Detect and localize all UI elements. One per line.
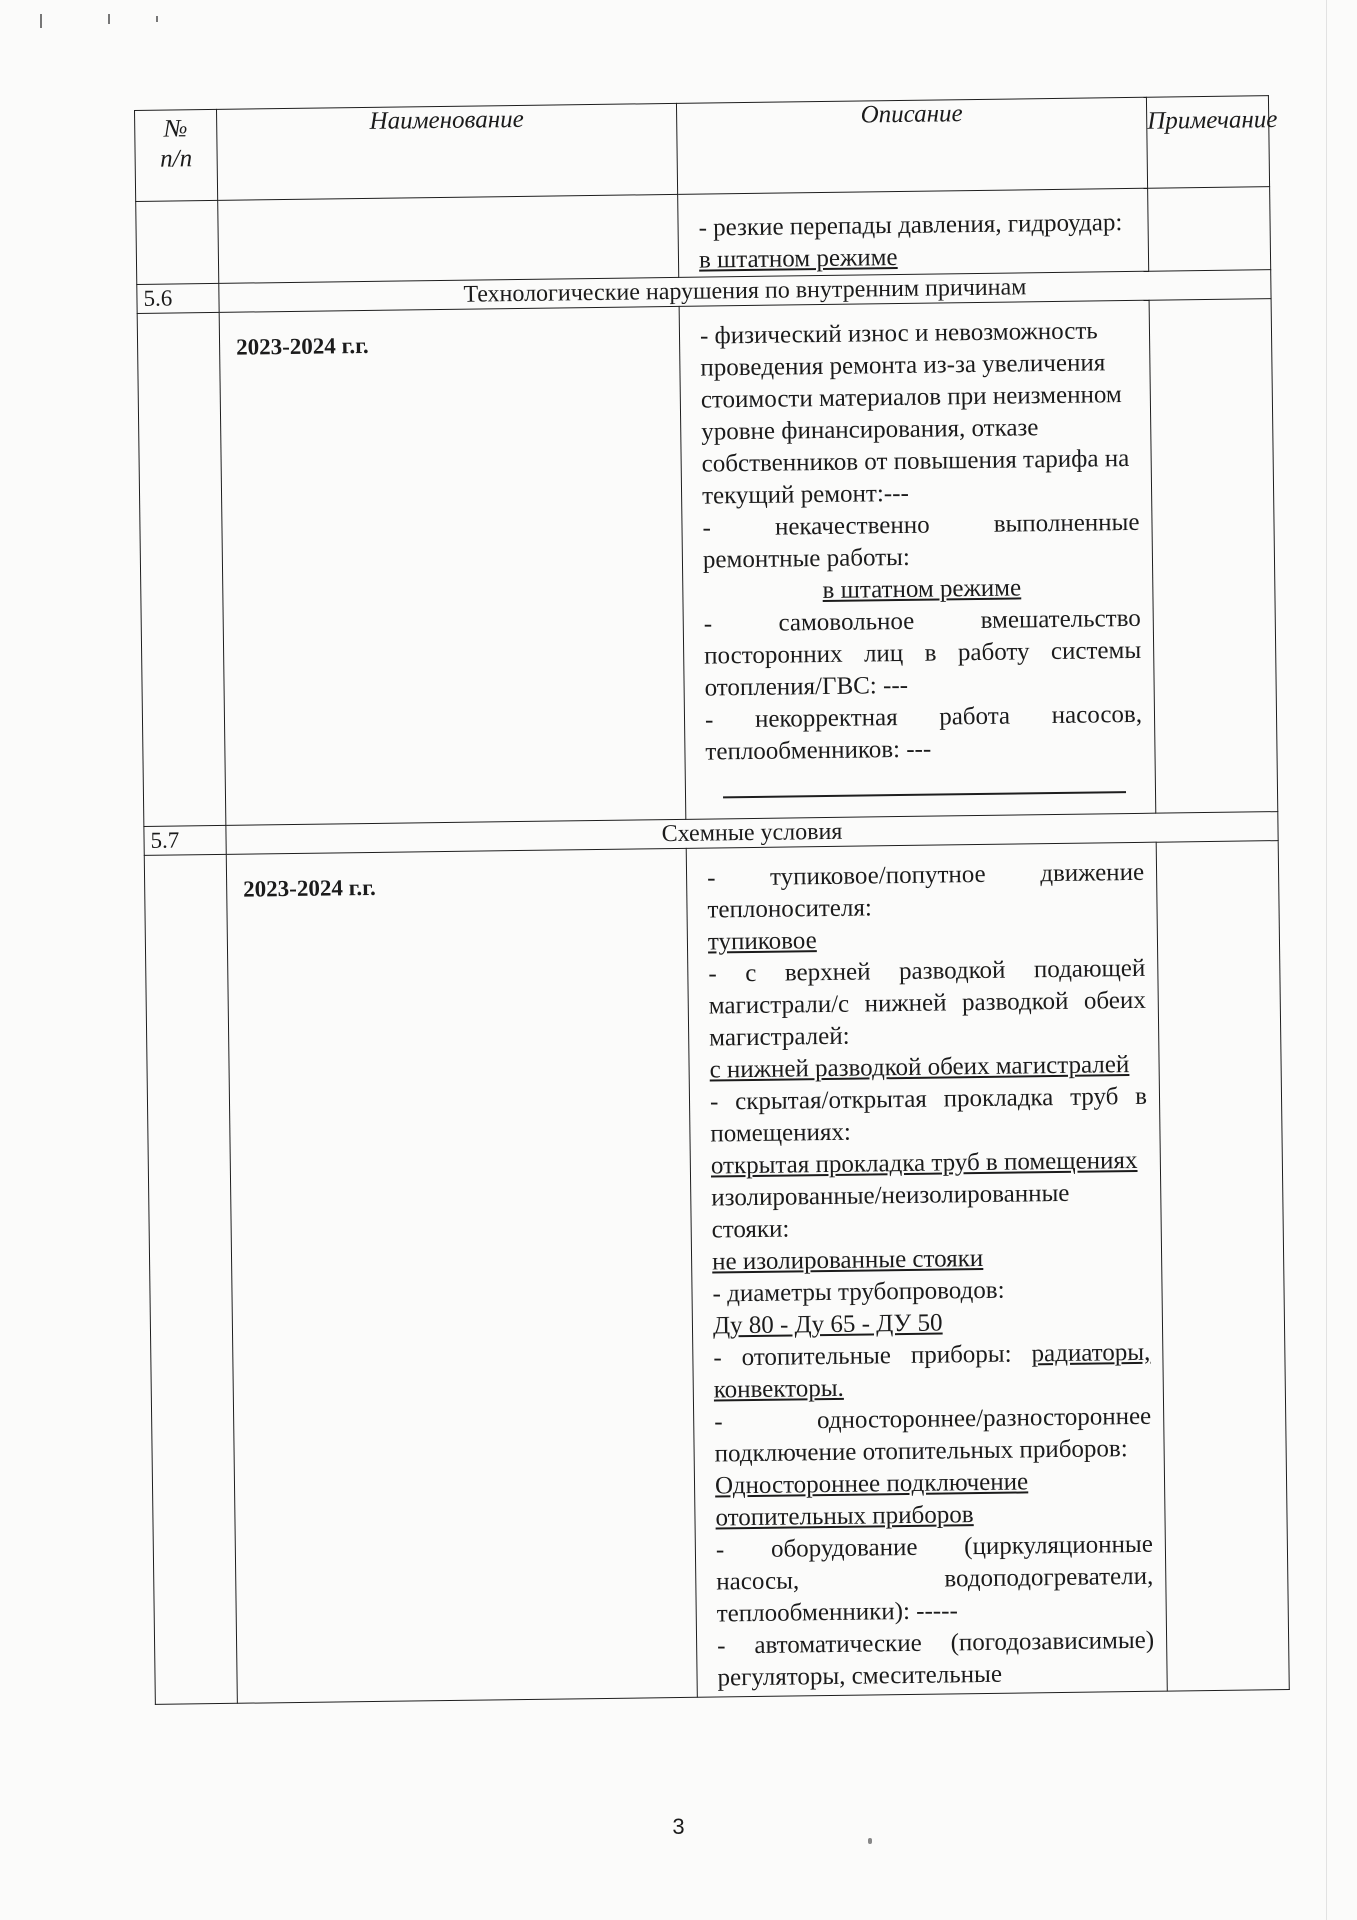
desc-line: - диаметры трубопроводов:: [712, 1276, 1005, 1308]
desc-value: в штатном режиме: [822, 574, 1022, 605]
cell-number: [144, 854, 237, 1704]
header-name: Наименование: [216, 103, 677, 200]
desc-line: - физический износ и невозможность проведения ремонта из-за увеличения стоимости материалов при неизменном уровне финансирования, отказе собственников от повышения тарифа на текущий ремонт:---: [699, 317, 1130, 510]
desc-value: Одностороннее подключение отопительных приборов: [714, 1468, 1029, 1532]
desc-line: - оборудование (циркуляционные насосы, водоподогреватели, теплообменники): -----: [715, 1530, 1154, 1628]
page-number: 3: [672, 1814, 685, 1839]
desc-line: - самовольное вмешательство посторонних лиц в работу системы отопления/ГВС: ---: [703, 604, 1142, 702]
desc-label: - отопительные приборы:: [713, 1340, 1032, 1372]
cell-number: [136, 200, 219, 284]
period-label: 2023-2024 г.г.: [226, 848, 697, 1703]
scan-speck: [868, 1838, 872, 1844]
cell-number: [137, 312, 226, 826]
section-number: 5.7: [144, 825, 226, 855]
scan-mark: [108, 14, 110, 24]
desc-value: в штатном режиме: [698, 244, 898, 274]
header-description: Описание: [676, 97, 1147, 194]
blank-line: [724, 791, 1126, 798]
desc-value: радиаторы, конвекторы.: [713, 1338, 1151, 1404]
section-content-row: [137, 299, 1278, 827]
desc-line: - одностороннее/разностороннее подключение отопительных приборов:: [714, 1402, 1152, 1468]
table-header-row: [135, 96, 1270, 202]
main-table: [134, 95, 1290, 1705]
header-number-symbol: №: [163, 115, 188, 143]
period-label: 2023-2024 г.г.: [219, 306, 686, 825]
desc-line: - некачественно выполненные ремонтные работы:: [702, 508, 1140, 574]
header-number: [135, 109, 218, 201]
cell-note: [1156, 841, 1289, 1692]
desc-line: изолированные/неизолированные стояки:: [711, 1179, 1070, 1244]
header-note: Примечание: [1146, 96, 1269, 189]
cell-description: [679, 300, 1156, 819]
section-content-row: [144, 841, 1289, 1705]
desc-line: - скрытая/открытая прокладка труб в помещениях:: [709, 1082, 1148, 1148]
cell-note: [1148, 187, 1271, 272]
desc-value: открытая прокладка труб в помещениях: [710, 1146, 1138, 1180]
cell-description: [686, 842, 1167, 1697]
desc-line: - с верхней разводкой подающей магистрали/с нижней разводкой обеих магистралей:: [708, 954, 1146, 1052]
scan-mark: [40, 14, 42, 28]
desc-value: не изолированные стояки: [711, 1244, 984, 1276]
cell-description: [678, 188, 1149, 277]
desc-line: - автоматические (погодозависимые) регуляторы, смесительные: [716, 1626, 1155, 1692]
section-number: 5.6: [137, 283, 219, 313]
desc-line: - некорректная работа насосов, теплообменников: ---: [704, 700, 1143, 766]
cell-name: [218, 194, 679, 283]
desc-value: Ду 80 - Ду 65 - ДУ 50: [712, 1309, 943, 1340]
section-title: Технологические нарушения по внутренним причинам: [219, 270, 1271, 313]
desc-value: с нижней разводкой обеих магистралей: [709, 1051, 1130, 1084]
desc-value: тупиковое: [707, 927, 817, 956]
scan-edge: [1326, 0, 1327, 1920]
continuation-row: [136, 187, 1271, 285]
cell-note: [1149, 299, 1278, 814]
section-title: Схемные условия: [226, 812, 1278, 855]
desc-line: - резкие перепады давления, гидроудар:: [698, 209, 1123, 242]
scan-mark: [156, 16, 158, 22]
header-number-label: п/п: [159, 145, 193, 173]
desc-line: [713, 1337, 1151, 1407]
desc-line: - тупиковое/попутное движение теплоносителя:: [706, 858, 1145, 924]
